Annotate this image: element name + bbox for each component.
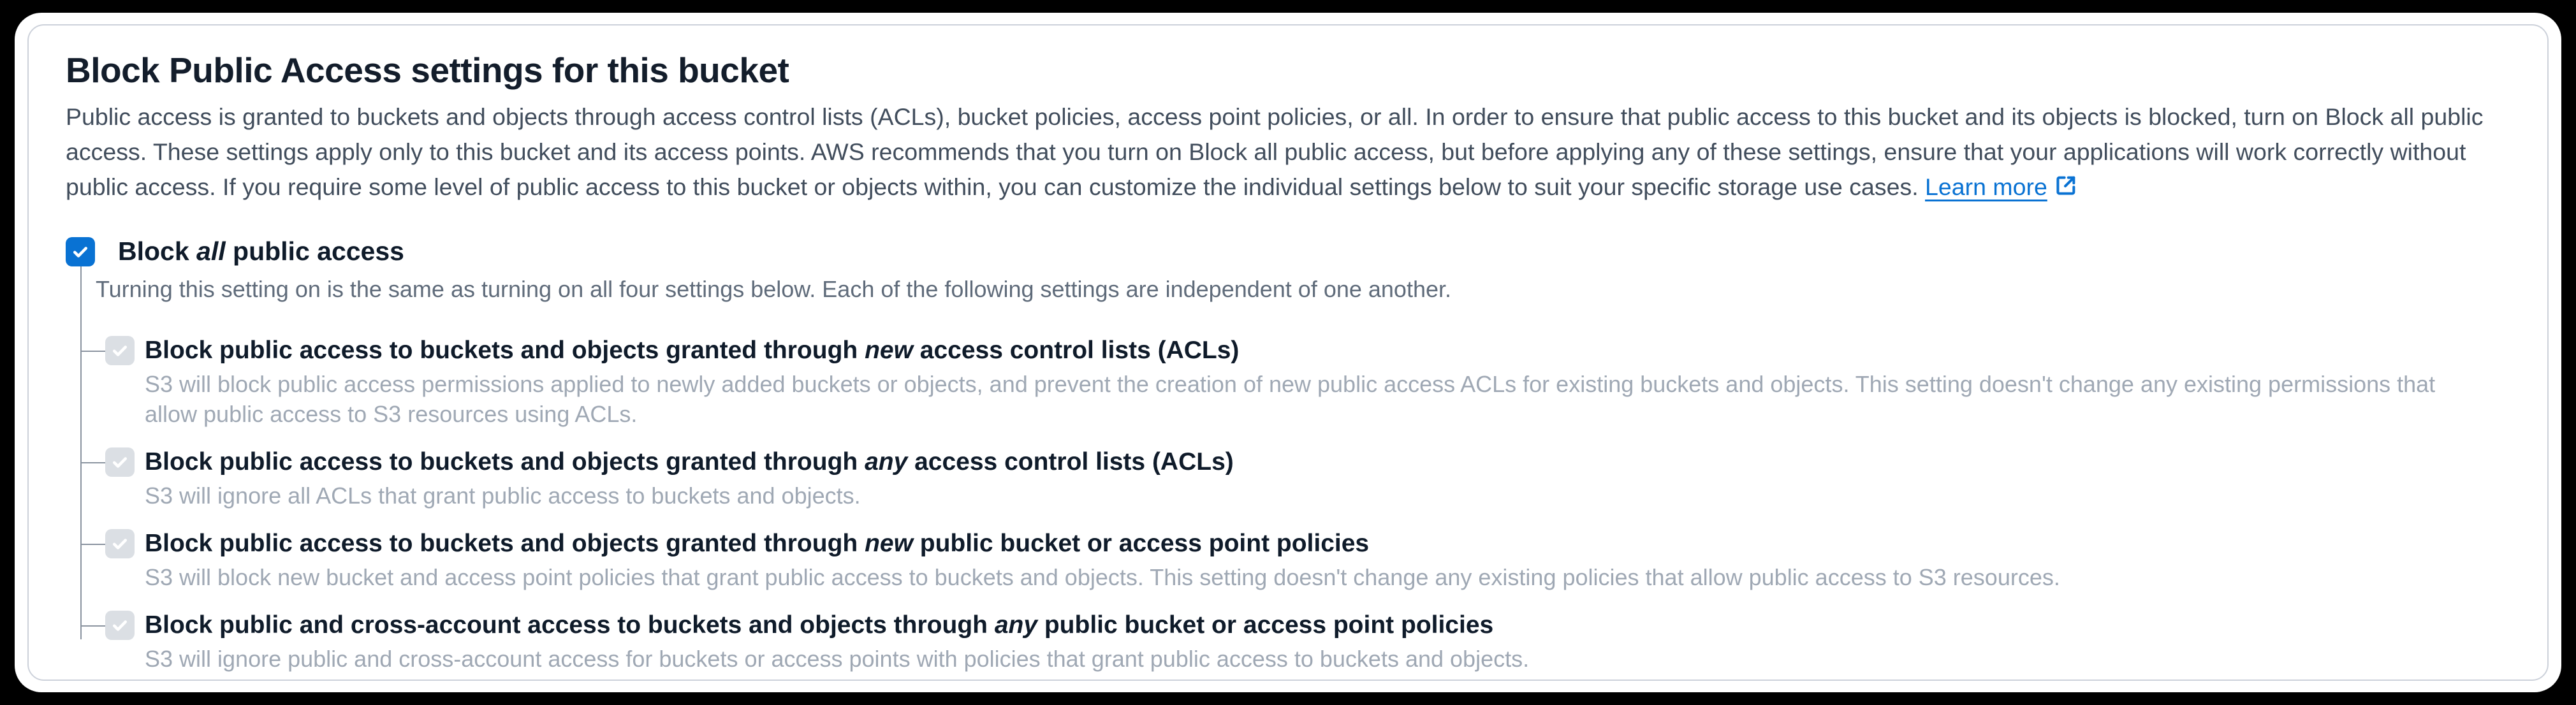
page-title: Block Public Access settings for this bucket [66,50,789,90]
checkmark-icon [110,616,129,635]
panel-description-text: Public access is granted to buckets and objects through access control lists (ACLs), bucket policies, access point policies, or all. In order to ensure that public access to this bucket and its objects is blocked, turn on Block all public access. These settings apply only to this bucket and its access points. AWS recommends that you turn on Block all public access, but before applying any of these settings, ensure that your applications will work correctly without public access. If you require some level of public access to this bucket or objects within, you can customize the individual settings below to suit your specific storage use cases. [66,103,2484,200]
setting-row-block-new-acls [66,335,2510,447]
setting-row-block-new-policies [66,528,2510,610]
block-any-acls-checkbox [105,447,135,477]
block-all-public-access-label: Block all public access [118,236,404,266]
setting-row-block-any-acls [66,447,2510,528]
checkmark-icon [110,341,129,360]
setting-description: S3 will ignore public and cross-account access for buckets or access points with policies that grant public access to buckets and objects. [145,646,1530,672]
checkbox-tree [66,236,2510,692]
block-public-access-panel [27,24,2549,681]
block-new-acls-checkbox [105,336,135,365]
panel-description [66,99,2510,207]
setting-label: Block public access to buckets and objects granted through new public bucket or access point policies [145,530,1370,557]
setting-description: S3 will ignore all ACLs that grant public access to buckets and objects. [145,483,861,509]
learn-more-link[interactable]: Learn more [1925,173,2047,200]
block-new-policies-checkbox [105,529,135,558]
screenshot-card [15,13,2561,692]
external-link-icon [2054,172,2078,207]
setting-row-block-any-cross-account [66,610,2510,692]
setting-label: Block public access to buckets and objects granted through any access control lists (ACLs) [145,448,1234,476]
checkmark-icon [110,534,129,553]
setting-label: Block public and cross-account access to buckets and objects through any public bucket or access point policies [145,611,1494,639]
block-any-cross-account-checkbox [105,611,135,640]
setting-description: S3 will block public access permissions applied to newly added buckets or objects, and prevent the creation of new public access ACLs for existing buckets and objects. This setting doesn't change any existing permissions that allow public access to S3 resources using ACLs. [145,371,2436,427]
block-all-public-access-checkbox[interactable] [66,237,95,266]
block-all-description: Turning this setting on is the same as turning on all four settings below. Each of the following settings are independent of one another. [80,266,2510,335]
block-all-public-access-row [66,236,2510,266]
setting-description: S3 will block new bucket and access point policies that grant public access to buckets and objects. This setting doesn't change any existing policies that allow public access to S3 resources. [145,564,2060,590]
checkmark-icon [71,242,90,261]
setting-label: Block public access to buckets and objects granted through new access control lists (ACLs) [145,337,1240,364]
checkmark-icon [110,453,129,472]
